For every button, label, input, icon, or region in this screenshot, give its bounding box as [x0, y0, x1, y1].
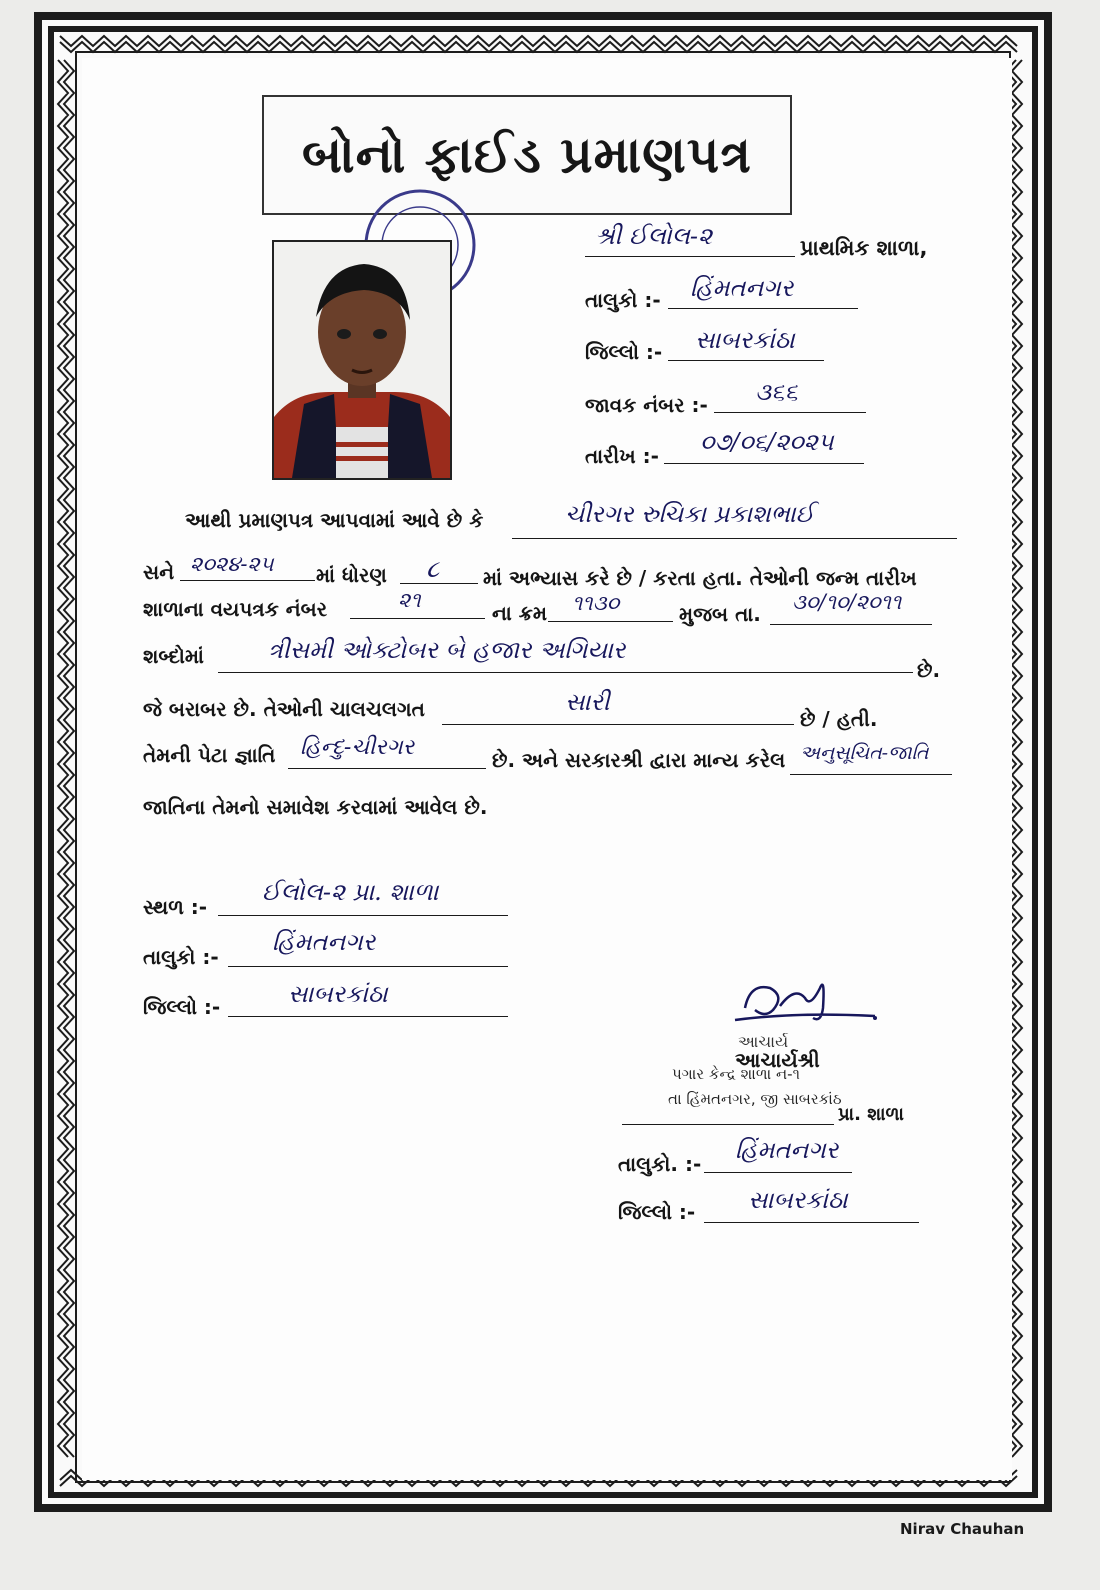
place-taluka-value: હિંમતનગર — [272, 928, 376, 956]
sign-taluka-line — [704, 1172, 852, 1173]
school-name-line — [585, 256, 795, 257]
dob-line — [770, 624, 932, 625]
student-name-line — [512, 538, 957, 539]
register-no-value: ૨૧ — [398, 588, 421, 612]
stamp-line-1: પગાર કેન્દ્ર શાળા ન-૧ — [672, 1065, 800, 1083]
body-line4-prefix: શબ્દોમાં — [143, 644, 204, 668]
school-name-value: શ્રી ઈલોલ-૨ — [595, 222, 713, 250]
principal-signature — [725, 968, 885, 1038]
body-line1-text: આથી પ્રમાણપત્ર આપવામાં આવે છે કે — [185, 508, 484, 532]
body-line2-prefix: સને — [143, 560, 175, 584]
sign-district-label: જિલ્લો :- — [618, 1200, 696, 1224]
school-suffix-label: પ્રાથમિક શાળા, — [800, 236, 928, 260]
district-line — [668, 360, 824, 361]
place-district-label: જિલ્લો :- — [143, 995, 221, 1019]
taluka-line — [668, 308, 858, 309]
serial-no-value: ૧૧૩૦ — [572, 591, 620, 615]
body-line7-text: જાતિના તેમનો સમાવેશ કરવામાં આવેલ છે. — [143, 795, 488, 819]
student-photo — [272, 240, 452, 480]
conduct-line — [442, 724, 794, 725]
sign-district-line — [704, 1222, 919, 1223]
dob-words-line — [218, 672, 913, 673]
place-taluka-label: તાલુકો :- — [143, 945, 219, 969]
academic-year-value: ૨૦૨૪-૨૫ — [190, 552, 274, 576]
academic-year-line — [180, 580, 315, 581]
body-line3-mid1: ના ક્રમ — [492, 601, 548, 625]
outward-no-value: ૩૬૬ — [755, 378, 798, 406]
place-value: ઈલોલ-૨ પ્રા. શાળા — [262, 878, 439, 906]
principal-role-small: આચાર્ય — [738, 1032, 789, 1051]
place-taluka-line — [228, 966, 508, 967]
certificate-title: બોનો ફાઈડ પ્રમાણપત્ર — [262, 95, 792, 215]
sign-school-suffix: પ્રા. શાળા — [838, 1104, 904, 1125]
category-line — [790, 774, 952, 775]
sign-taluka-value: હિંમતનગર — [735, 1136, 839, 1164]
sign-school-line — [622, 1124, 834, 1125]
standard-value: ૮ — [426, 555, 440, 583]
body-line3-mid2: મુજબ તા. — [679, 602, 761, 626]
body-line5-suffix: છે / હતી. — [800, 707, 878, 731]
district-label: જિલ્લો :- — [585, 340, 663, 364]
place-district-line — [228, 1016, 508, 1017]
serial-no-line — [548, 621, 673, 622]
dob-words-value: ત્રીસમી ઓક્ટોબર બે હજાર અગિયાર — [268, 636, 626, 664]
issue-date-label: તારીખ :- — [585, 444, 659, 468]
body-line6-prefix: તેમની પેટા જ્ઞાતિ — [143, 743, 276, 767]
dob-value: ૩૦/૧૦/૨૦૧૧ — [792, 590, 902, 614]
student-name-value: ચીરગર રુચિકા પ્રકાશભાઈ — [565, 500, 815, 528]
principal-role: આચાર્યશ્રી — [735, 1048, 820, 1072]
category-value: અનુસૂચિત-જાતિ — [800, 742, 929, 764]
sign-district-value: સાબરકાંઠા — [748, 1186, 848, 1214]
body-line4-suffix: છે. — [917, 658, 941, 682]
taluka-value: હિંમતનગર — [690, 274, 794, 302]
body-line2-mid: માં ધોરણ — [316, 563, 387, 587]
place-label: સ્થળ :- — [143, 895, 208, 919]
subcaste-value: હિન્દુ-ચીરગર — [300, 735, 415, 760]
stamp-line-2: તા હિંમતનગર, જી સાબરકાંઠ — [668, 1090, 842, 1108]
body-line5-prefix: જે બરાબર છે. તેઓની ચાલચલગત — [143, 697, 425, 721]
sign-taluka-label: તાલુકો. :- — [618, 1152, 702, 1176]
register-no-line — [350, 618, 485, 619]
photographer-credit: Nirav Chauhan — [900, 1520, 1025, 1538]
subcaste-line — [288, 768, 486, 769]
conduct-value: સારી — [565, 688, 610, 716]
issue-date-value: ૦૭/૦૬/૨૦૨૫ — [700, 428, 834, 456]
district-value: સાબરકાંઠા — [695, 326, 795, 354]
place-district-value: સાબરકાંઠા — [288, 980, 388, 1008]
outward-no-label: જાવક નંબર :- — [585, 393, 708, 417]
standard-line — [400, 583, 478, 584]
body-line3-prefix: શાળાના વયપત્રક નંબર — [143, 597, 328, 621]
outward-no-line — [714, 412, 866, 413]
taluka-label: તાલુકો :- — [585, 288, 661, 312]
place-line — [218, 915, 508, 916]
issue-date-line — [664, 463, 864, 464]
body-line6-mid: છે. અને સરકારશ્રી દ્વારા માન્ય કરેલ — [492, 748, 786, 772]
body-line2-suffix: માં અભ્યાસ કરે છે / કરતા હતા. તેઓની જન્મ તારીખ — [483, 566, 917, 590]
